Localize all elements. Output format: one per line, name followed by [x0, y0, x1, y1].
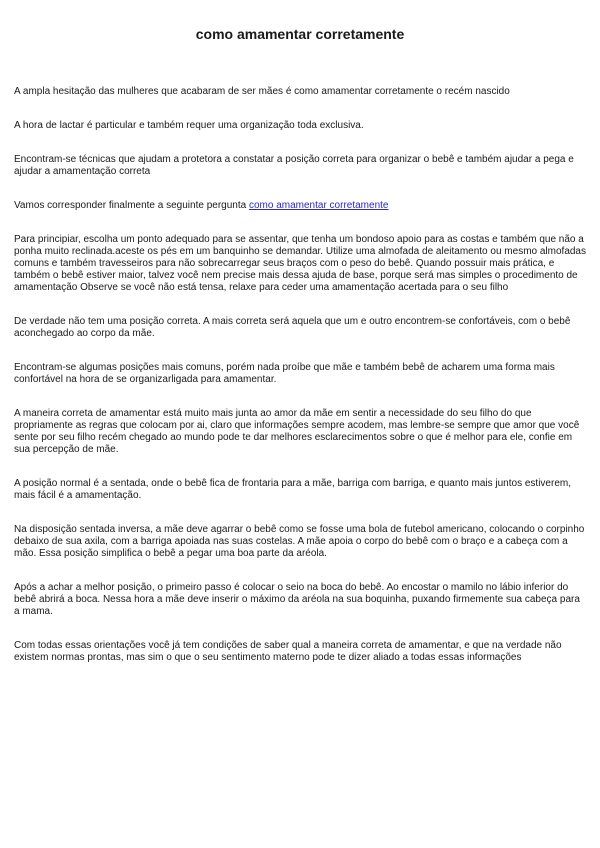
paragraph-question — [14, 200, 586, 212]
paragraph-correct-position: De verdade não tem uma posição correta. A mais correta será aquela que um e outro encontrem-se confortáveis, com o bebê aconchegado ao corpo da mãe. — [14, 316, 571, 339]
paragraph-mother-love: A maneira correta de amamentar está muito mais junta ao amor da mãe em sentir a necessidade do seu filho do que propriamente as regras que colocam por ai, claro que informações sempre acodem, mas lembre-se sempre que amor que você sente por seu filho recém chegado ao mundo pode te dar melhores esclarecimentos sobre o que é melhor para ele, confie em sua percepção de mãe. — [14, 408, 580, 455]
paragraph-intro: A ampla hesitação das mulheres que acabaram de ser mães é como amamentar corretamente o recém nascido — [14, 86, 510, 97]
paragraph-starting-position: Para principiar, escolha um ponto adequado para se assentar, que tenha um bondoso apoio para as costas e também que não a ponha muito reclinada.aceste os pés em um banquinho se demandar. Utilize uma almofada de aleitamento ou mesmo almofadas comuns e também travesseiros para não sobrecarregar seus braços com o peso do bebê. Quando possuir mais prática, e também o bebê estiver maior, talvez você nem precise mais dessa ajuda de base, porque será mas simples o procedimento de amamentação Observe se você não está tensa, relaxe para ceder uma amamentação acertada para o seu filho — [14, 234, 586, 293]
paragraph-common-positions: Encontram-se algumas posições mais comuns, porém nada proíbe que mãe e também bebê de acharem uma forma mais confortável na hora de se organizarligada para amamentar. — [14, 362, 555, 385]
paragraph-techniques: Encontram-se técnicas que ajudam a protetora a constatar a posição correta para organizar o bebê e também ajudar a pega e ajudar a amamentação correta — [14, 154, 574, 177]
paragraph-first-step: Após a achar a melhor posição, o primeiro passo é colocar o seio na boca do bebê. Ao encostar o mamilo no lábio inferior do bebê abrirá a boca. Nessa hora a mãe deve inserir o máximo da aréola na sua boquinha, puxando firmemente sua cabeça para a mama. — [14, 582, 580, 617]
paragraph-lactation-time: A hora de lactar é particular e também requer uma organização toda exclusiva. — [14, 120, 364, 131]
paragraph-inverse-position: Na disposição sentada inversa, a mãe deve agarrar o bebê como se fosse uma bola de futebol americano, colocando o corpinho debaixo de sua axila, com a barriga apoiada nas suas costelas. A mãe apoia o corpo do bebê com o braço e a cabeça com a mão. Essa posição simplifica o bebê a pegar uma boa parte da aréola. — [14, 524, 585, 559]
question-link[interactable]: como amamentar corretamente — [248, 200, 389, 211]
paragraph-normal-position: A posição normal é a sentada, onde o bebê fica de frontaria para a mãe, barriga com barriga, e quanto mais juntos estiverem, mais fácil é a amamentação. — [14, 478, 571, 501]
document-body — [14, 86, 586, 686]
question-text: Vamos corresponder finalmente a seguinte pergunta — [14, 200, 249, 211]
page-title: como amamentar corretamente — [195, 26, 405, 42]
paragraph-conclusion: Com todas essas orientações você já tem condições de saber qual a maneira correta de amamentar, e que na verdade não existem normas prontas, mas sim o que o seu sentimento materno pode te dizer aliado a todas essas informações — [14, 640, 562, 663]
